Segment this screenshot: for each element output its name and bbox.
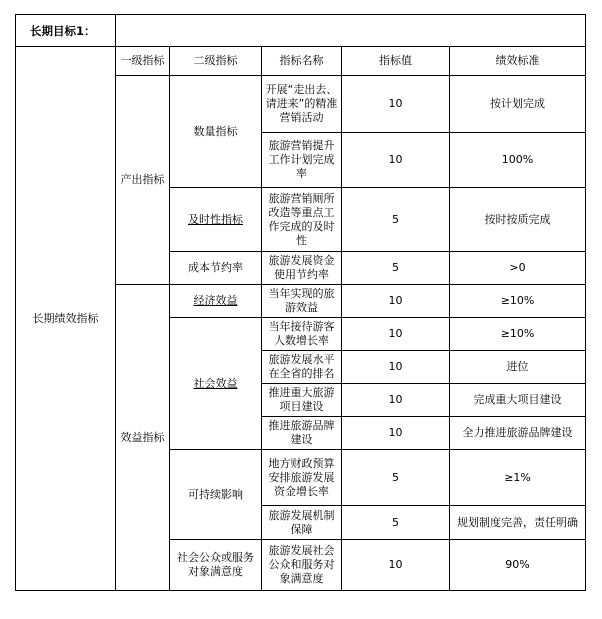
subgroup-timeliness: 及时性指标: [170, 188, 262, 252]
indicator-value: 10: [342, 285, 450, 318]
header-level1: 一级指标: [116, 47, 170, 76]
indicator-standard: 按计划完成: [450, 76, 586, 133]
indicator-standard: 90%: [450, 540, 586, 591]
indicator-name: 旅游营销厕所改造等重点工作完成的及时性: [262, 188, 342, 252]
indicator-standard: 100%: [450, 133, 586, 188]
indicator-value: 5: [342, 188, 450, 252]
indicator-name: 当年接待游客人数增长率: [262, 318, 342, 351]
indicator-standard: 规划制度完善，责任明确: [450, 506, 586, 540]
indicator-standard: ≥1%: [450, 450, 586, 506]
indicator-standard: 全力推进旅游品牌建设: [450, 417, 586, 450]
header-standard: 绩效标准: [450, 47, 586, 76]
indicator-value: 10: [342, 133, 450, 188]
indicator-name: 推进重大旅游项目建设: [262, 384, 342, 417]
subgroup-quantity: 数量指标: [170, 76, 262, 188]
row-group-label: 长期绩效指标: [16, 47, 116, 591]
subgroup-social: 社会效益: [170, 318, 262, 450]
group-output: 产出指标: [116, 76, 170, 285]
indicator-value: 10: [342, 318, 450, 351]
indicator-name: 旅游发展水平在全省的排名: [262, 351, 342, 384]
indicator-name: 地方财政预算安排旅游发展资金增长率: [262, 450, 342, 506]
indicator-name: 旅游营销提升工作计划完成率: [262, 133, 342, 188]
subgroup-economic: 经济效益: [170, 285, 262, 318]
header-value: 指标值: [342, 47, 450, 76]
subgroup-satisfaction: 社会公众或服务对象满意度: [170, 540, 262, 591]
indicator-name: 推进旅游品牌建设: [262, 417, 342, 450]
subgroup-cost: 成本节约率: [170, 252, 262, 285]
indicator-value: 5: [342, 506, 450, 540]
table-title: 长期目标1：: [16, 15, 116, 47]
header-level2: 二级指标: [170, 47, 262, 76]
indicator-name: 旅游发展机制保障: [262, 506, 342, 540]
indicator-name: 旅游发展社会公众和服务对象满意度: [262, 540, 342, 591]
indicator-standard: 按时按质完成: [450, 188, 586, 252]
group-benefit: 效益指标: [116, 285, 170, 591]
indicator-name: 当年实现的旅游效益: [262, 285, 342, 318]
header-name: 指标名称: [262, 47, 342, 76]
title-blank-cell: [116, 15, 586, 47]
indicator-value: 10: [342, 76, 450, 133]
indicator-value: 5: [342, 450, 450, 506]
performance-table: [15, 14, 586, 591]
indicator-value: 10: [342, 540, 450, 591]
indicator-value: 10: [342, 384, 450, 417]
indicator-value: 5: [342, 252, 450, 285]
indicator-value: 10: [342, 417, 450, 450]
subgroup-sustain: 可持续影响: [170, 450, 262, 540]
indicator-name: 开展“走出去、请进来”的精准营销活动: [262, 76, 342, 133]
indicator-name: 旅游发展资金使用节约率: [262, 252, 342, 285]
indicator-standard: >0: [450, 252, 586, 285]
indicator-standard: ≥10%: [450, 318, 586, 351]
indicator-standard: 进位: [450, 351, 586, 384]
indicator-standard: 完成重大项目建设: [450, 384, 586, 417]
indicator-standard: ≥10%: [450, 285, 586, 318]
indicator-value: 10: [342, 351, 450, 384]
